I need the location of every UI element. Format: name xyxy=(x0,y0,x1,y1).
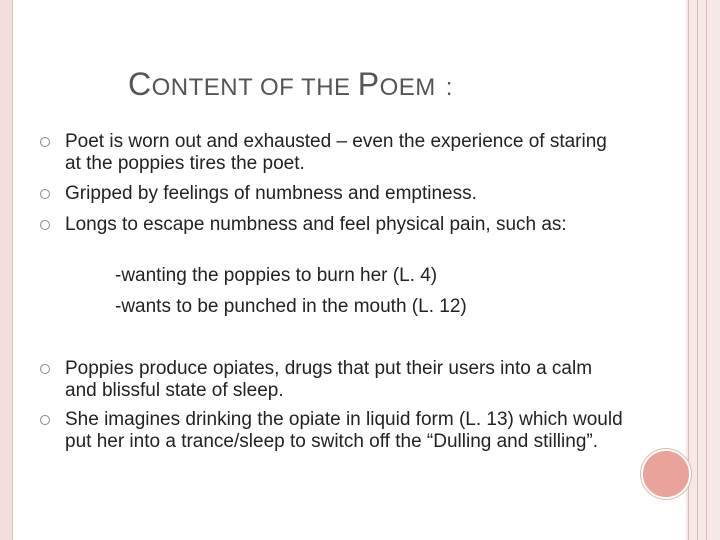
sub-line: -wanting the poppies to burn her (L. 4) xyxy=(115,265,438,286)
frame-line xyxy=(697,0,698,540)
title-word: OEM xyxy=(379,74,436,101)
title-colon: : xyxy=(445,74,453,101)
circle-bullet-icon xyxy=(40,220,50,230)
frame-line xyxy=(688,0,689,540)
bullet-text: Poet is worn out and exhausted – even the experience of staring at the poppies tires the poet. xyxy=(65,131,607,174)
frame-line xyxy=(706,0,707,540)
circle-bullet-icon xyxy=(40,189,50,199)
bullet-text: She imagines drinking the opiate in liquid form (L. 13) which would put her into a trance/sleep to switch off the “Dulling and stilling”. xyxy=(65,409,623,452)
title-initial: P xyxy=(357,66,380,102)
title-word: ONTENT OF THE xyxy=(151,74,358,101)
circle-bullet-icon xyxy=(40,364,50,374)
bullet-text: Longs to escape numbness and feel physical pain, such as: xyxy=(65,214,567,235)
bullet-text: Poppies produce opiates, drugs that put their users into a calm and blissful state of sleep. xyxy=(65,358,593,401)
slide-title xyxy=(128,66,453,103)
circle-bullet-icon xyxy=(40,415,50,425)
bullet-text: Gripped by feelings of numbness and emptiness. xyxy=(65,183,477,204)
sub-line: -wants to be punched in the mouth (L. 12) xyxy=(115,296,467,317)
circle-bullet-icon xyxy=(40,137,50,147)
slide-frame-right xyxy=(686,0,720,540)
slide-frame-left xyxy=(0,0,13,540)
title-initial: C xyxy=(128,66,152,102)
decorative-circle xyxy=(641,449,691,499)
